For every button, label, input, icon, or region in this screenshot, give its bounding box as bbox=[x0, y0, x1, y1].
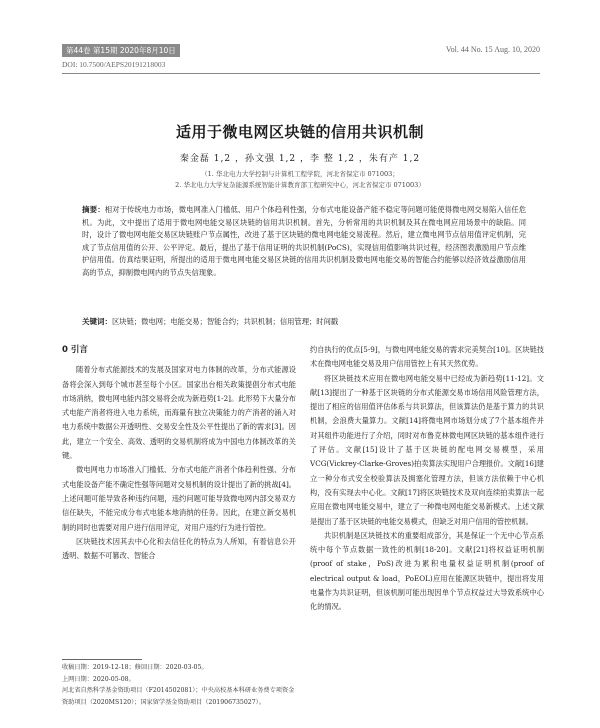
body-paragraph-continued: 约自执行的优点[5-9]，与微电网电能交易的需求完美契合[10]。区块链技术在微电网电能交易及用户信用管控上有其天然优势。 bbox=[310, 345, 544, 369]
section-heading-introduction: 0 引言 bbox=[62, 345, 88, 355]
footnote-online-date: 上网日期：2020-05-08。 bbox=[62, 675, 135, 683]
footnote-received-date: 收稿日期：2019-12-18；修回日期：2020-03-05。 bbox=[62, 664, 208, 671]
body-column-right bbox=[310, 343, 544, 615]
footnote-block bbox=[62, 662, 296, 708]
abstract-label: 摘要： bbox=[82, 205, 105, 214]
body-column-left bbox=[62, 343, 296, 563]
journal-volume-info: Vol. 44 No. 15 Aug. 10, 2020 bbox=[445, 45, 540, 54]
keywords-block bbox=[82, 316, 526, 328]
affiliation-line-1: （1. 华北电力大学控制与计算机工程学院，河北省保定市 071003； bbox=[201, 170, 399, 178]
footnote-funding: 河北省自然科学基金资助项目（F2014502081）；中央高校基本科研业务费专项资金资助项目（2020MS120）；国家留学基金资助项目（201906735027）。 bbox=[62, 687, 295, 706]
body-paragraph: 将区块链技术应用在微电网电能交易中已经成为新趋势[11-12]。文献[13]提出了一种基于区块链的分布式能源交易市场信用风险管理方法，提出了相应的信用值评估体系与共识算法，但该算法仍是基于算力的共识机制，会浪费大量算力。文献[14]将微电网市场划分成了7个基本组件并对其组件功能进行了介绍，同时对布鲁克林微电网区块链的基本组件进行了评估。文献[15]设计了基于区块链的配电网交易模型，采用VCG(Vickrey-Clarke-Groves)拍卖算法实现用户合理报价。文献[16]建立一种分布式安全校验算法及拥塞化管理方法，但该方法依赖于中心机构，没有实现去中心化。文献[17]将区块链技术及双向连续拍卖算法一起应用在微电网电能交易中，建立了一种微电网电能交易新模式。上述文献是提出了基于区块链的电能交易模式，但缺乏对用户信用的管控机制。 bbox=[310, 373, 544, 526]
footnote-divider bbox=[62, 659, 142, 660]
body-paragraph: 共识机制是区块链技术的重要组成部分，其是保证一个无中心节点系统中每个节点数据一致性的机制[18-20]。文献[21]将权益证明机制(proof of stake，PoS)改进为累积电量权益证明机制(proof of electrical output & load，PoEOL)应用在能源区块链中，提出将发用电量作为共识证明，但该机制可能出现因单个节点权益过大导致系统中心化的情况。 bbox=[310, 530, 544, 612]
abstract-text: 相对于传统电力市场，微电网准入门槛低、用户个体趋利性强，分布式电能设备产能不稳定等问题可能使得微电网交易陷入信任危机。为此，文中提出了适用于微电网电能交易区块链的信用共识机制。首先，分析常用的共识机制及其在微电网应用场景中的缺陷。同时，设计了微电网电能交易区块链账户节点属性，改进了基于区块链的微电网电能交易流程。然后，建立微电网节点信用值评定机制，完成了节点信用值的公开、公平评定。最后，提出了基于信用证明的共识机制(PoCS)，实现信用值影响共识过程，经济图表激励用户节点维护信用值。仿真结果证明，所提出的适用于微电网电能交易区块链的信用共识机制及微电网电能交易的智能合约能够以经济效益激励信用高的节点，抑制微电网内的节点失信现象。 bbox=[82, 205, 527, 277]
author-list: 秦金磊 1,2 ，孙文强 1,2 ，李 整 1,2 ，朱有产 1,2 bbox=[179, 154, 421, 164]
body-paragraph: 微电网电力市场准入门槛低、分布式电能产消者个体趋利性强、分布式电能设备产能不确定性强等问题对交易机制的设计提出了新的挑战[4]。上述问题可能导致各种违约问题，违约问题可能导致微电网内部交易双方信任缺失，不能完成分布式电能本地消纳的任务。因此，在建立新交易机制的同时也需要对用户进行信用评定，对用户违约行为进行管控。 bbox=[62, 465, 296, 532]
body-paragraph: 随着分布式能源技术的发展及国家对电力体制的改革，分布式能源设备将会深入到每个城市甚至每个小区。国家出台相关政策提倡分布式电能市场消纳，微电网电能内部交易将会成为新趋势[1-2]。此形势下大量分布式电能产消者将进入电力系统，而海量有独立决策能力的产消者的涌入对电力系统中数据公开透明性、交易安全性及公平性提出了新的需求[3]。因此，建立一个安全、高效、透明的交易机制将成为中国电力体制改革的关键。 bbox=[62, 365, 296, 461]
abstract-block bbox=[82, 204, 526, 280]
body-paragraph: 区块链技术因其去中心化和去信任化的特点为人所知，有着信息公开透明、数据不可篡改、智能合 bbox=[62, 536, 296, 561]
keywords-label: 关键词： bbox=[82, 317, 112, 326]
affiliation-line-2: 2. 华北电力大学复杂能源系统智能计算教育部工程研究中心，河北省保定市 071003） bbox=[175, 181, 425, 189]
paper-title: 适用于微电网区块链的信用共识机制 bbox=[175, 123, 424, 141]
journal-issue-tag: 第44卷 第15期 2020年8月10日 bbox=[62, 44, 180, 57]
keywords-text: 区块链；微电网；电能交易；智能合约；共识机制；信用管理；时间戳 bbox=[112, 317, 339, 326]
doi-line: DOI: 10.7500/AEPS20191218003 bbox=[62, 60, 166, 69]
header-divider bbox=[62, 73, 540, 74]
